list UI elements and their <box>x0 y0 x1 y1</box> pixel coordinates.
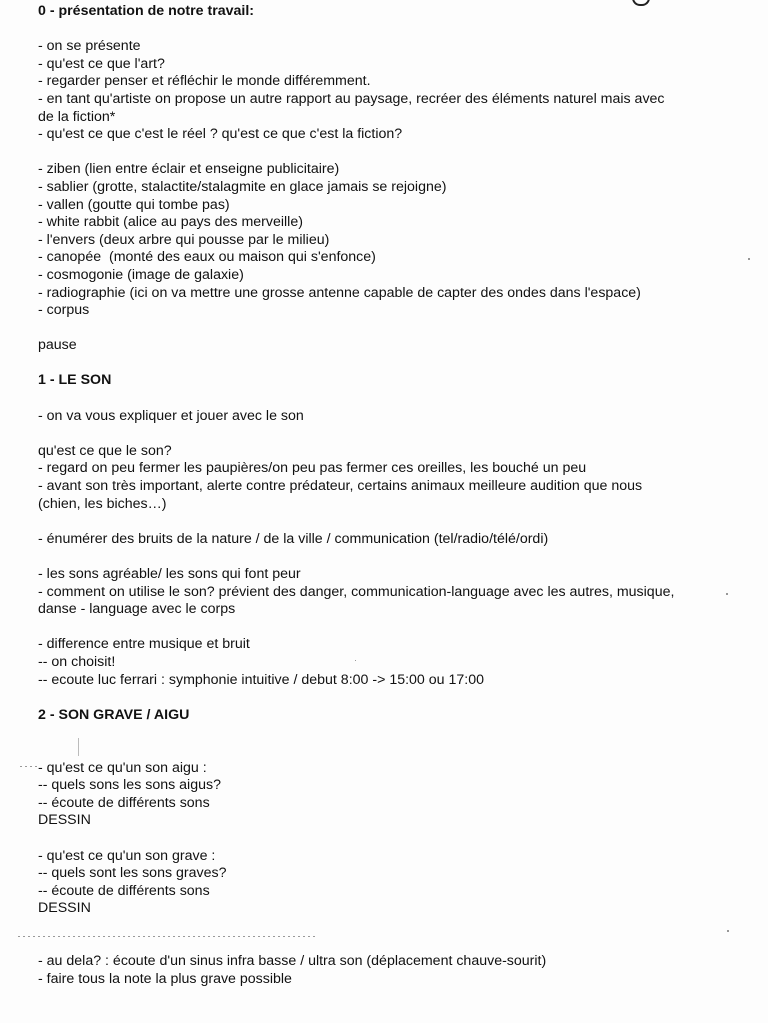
scan-speck <box>748 258 750 260</box>
text-line: - comment on utilise le son? prévient des danger, communication-language avec les autres, musique, <box>38 583 675 600</box>
section-1-group-5 <box>38 636 738 689</box>
text-line: de la fiction* <box>38 108 116 125</box>
text-line: - white rabbit (alice au pays des merveille) <box>38 214 303 231</box>
text-line: - regarder penser et réfléchir le monde différemment. <box>38 73 371 90</box>
text-line: - on va vous expliquer et jouer avec le son <box>38 407 304 424</box>
scan-dash <box>20 766 38 767</box>
text-line: - qu'est ce que l'art? <box>38 55 165 72</box>
section-0-group-3 <box>38 337 738 355</box>
section-heading: 2 - SON GRAVE / AIGU <box>38 706 190 723</box>
section-0-group-1 <box>38 38 738 144</box>
text-line: - qu'est ce qu'un son aigu : <box>38 759 207 776</box>
document-body <box>38 3 738 988</box>
section-heading: 1 - LE SON <box>38 372 112 389</box>
section-2-group-2 <box>38 848 738 918</box>
text-line: pause <box>38 337 77 354</box>
text-line: - en tant qu'artiste on propose un autre rapport au paysage, recréer des éléments naturel mais avec <box>38 90 665 107</box>
text-line: DESSIN <box>38 900 91 917</box>
section-1-group-2 <box>38 443 738 513</box>
text-line: - énumérer des bruits de la nature / de la ville / communication (tel/radio/télé/ordi) <box>38 530 549 547</box>
text-line: - qu'est ce que c'est le réel ? qu'est ce que c'est la fiction? <box>38 126 403 143</box>
text-line: - canopée (monté des eaux ou maison qui s'enfonce) <box>38 249 376 266</box>
text-line: - cosmogonie (image de galaxie) <box>38 266 244 283</box>
text-line: - au dela? : écoute d'un sinus infra basse / ultra son (déplacement chauve-sourit) <box>38 953 547 970</box>
text-line: - l'envers (deux arbre qui pousse par le milieu) <box>38 231 330 248</box>
text-line: danse - language avec le corps <box>38 601 236 618</box>
section-1 <box>38 372 738 706</box>
text-line: - corpus <box>38 302 90 319</box>
text-line: -- écoute de différents sons <box>38 794 210 811</box>
text-line: - avant son très important, alerte contre prédateur, certains animaux meilleure audition que nous <box>38 478 643 495</box>
text-line: - les sons agréable/ les sons qui font peur <box>38 566 301 582</box>
text-line: - radiographie (ici on va mettre une grosse antenne capable de capter des ondes dans l'espace) <box>38 284 641 301</box>
text-line: DESSIN <box>38 812 91 829</box>
section-1-group-1 <box>38 408 738 426</box>
section-2-group-1 <box>38 760 738 830</box>
text-line: -- quels sont les sons graves? <box>38 865 227 882</box>
text-line: - ziben (lien entre éclair et enseigne publicitaire) <box>38 161 340 178</box>
text-line: qu'est ce que le son? <box>38 442 172 459</box>
text-line: - vallen (goutte qui tombe pas) <box>38 196 230 213</box>
section-1-group-3 <box>38 531 738 549</box>
text-line: -- quels sons les sons aigus? <box>38 777 221 794</box>
section-2 <box>38 707 738 989</box>
section-0-group-2 <box>38 161 738 319</box>
text-line: - sablier (grotte, stalactite/stalagmite en glace jamais se rejoigne) <box>38 178 447 195</box>
text-line: -- on choisit! <box>38 653 116 670</box>
text-line: - on se présente <box>38 38 141 55</box>
section-1-group-4 <box>38 566 738 619</box>
section-2-group-3 <box>38 953 738 988</box>
text-line: (chien, les biches…) <box>38 495 167 512</box>
text-line: - faire tous la note la plus grave possible <box>38 970 292 987</box>
text-line: - difference entre musique et bruit <box>38 636 250 653</box>
text-line: -- ecoute luc ferrari : symphonie intuitive / debut 8:00 -> 15:00 ou 17:00 <box>38 671 484 688</box>
text-line: -- écoute de différents sons <box>38 882 210 899</box>
text-line: - regard on peu fermer les paupières/on peu pas fermer ces oreilles, les bouché un peu <box>38 460 587 477</box>
text-line: - qu'est ce qu'un son grave : <box>38 847 216 864</box>
section-heading: 0 - présentation de notre travail: <box>38 3 255 19</box>
section-0 <box>38 3 738 372</box>
